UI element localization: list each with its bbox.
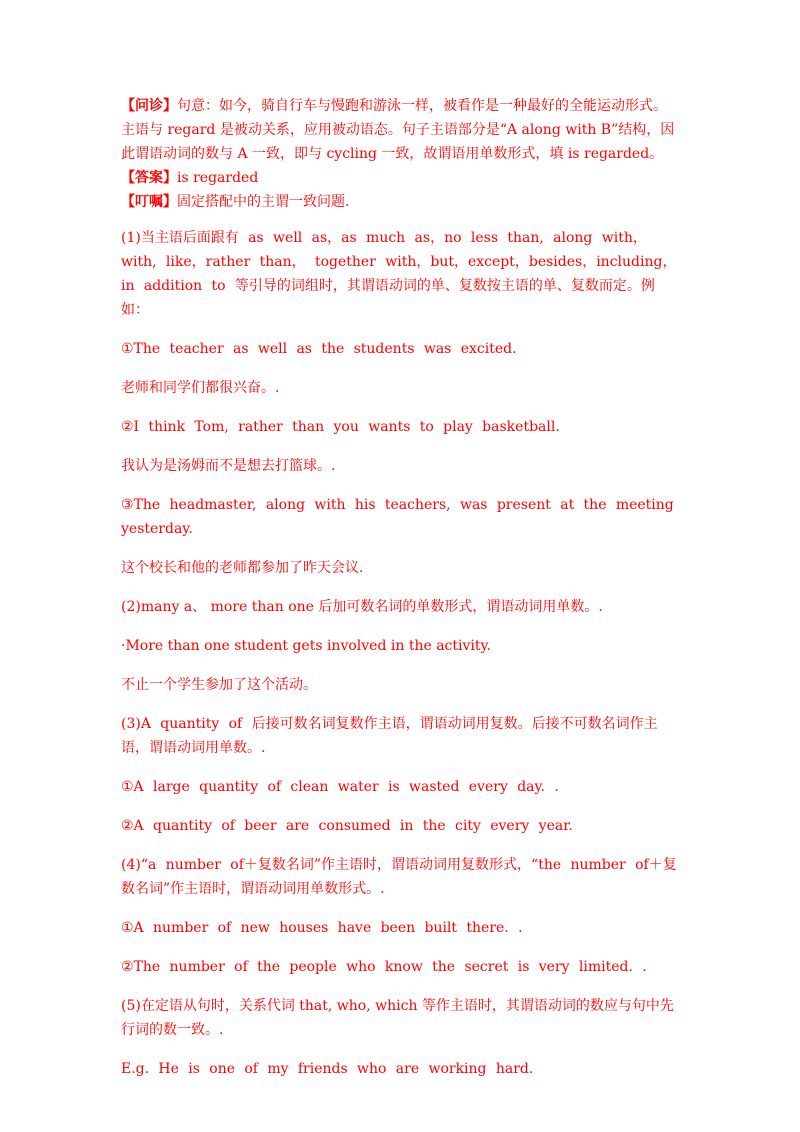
translation-1: 老师和同学们都很兴奋。. [121,380,280,396]
tip-label: 【叮嘱】 [121,194,177,210]
example-7: ①A number of new houses have been built there. . [121,920,523,936]
rule-5: (5)在定语从句时，关系代词 that, who, which 等作主语时，其谓语动词的数应与句中先行词的数一致。. [121,998,674,1038]
example-6: ②A quantity of beer are consumed in the city every year. [121,818,573,834]
analysis-label: 【问诊】 [121,98,177,114]
answer-text: is regarded [177,170,259,186]
answer-explanation-block [121,94,680,214]
example-5: ①A large quantity of clean water is wasted every day. . [121,779,559,795]
rule-1: (1)当主语后面跟有 as well as，as much as，no less than, along with，with, like，rather than， together with，but，except，besides，including，in addition to 等引导的词组时，其谓语动词的单、复数按主语的单、复数而定。例如： [121,230,677,318]
rule-4: (4)“a number of＋复数名词”作主语时，谓语动词用复数形式，“the number of＋复数名词”作主语时，谓语动词用单数形式。. [121,857,677,897]
answer-label: 【答案】 [121,170,177,186]
rule-2: (2)many a、 more than one 后加可数名词的单数形式，谓语动词用单数。. [121,599,603,615]
translation-2: 我认为是汤姆而不是想去打篮球。. [121,458,336,474]
analysis-text: 句意：如今，骑自行车与慢跑和游泳一样，被看作是一种最好的全能运动形式。主语与 regard 是被动关系，应用被动语态。句子主语部分是“A along with B”结构，因此谓语动词的数与 A 一致，即与 cycling 一致，故谓语用单数形式，填 is regarded。 [121,98,675,162]
example-4: ·More than one student gets involved in the activity. [121,638,491,654]
example-3: ③The headmaster, along with his teachers, was present at the meeting yesterday. [121,497,674,537]
example-9: E.g. He is one of my friends who are working hard. [121,1061,534,1077]
tip-text: 固定搭配中的主谓一致问题. [177,194,350,210]
tip-paragraph [121,190,680,214]
answer-paragraph [121,166,680,190]
example-2: ②I think Tom, rather than you wants to play basketball. [121,419,560,435]
rule-3: (3)A quantity of 后接可数名词复数作主语，谓语动词用复数。后接不可数名词作主语，谓语动词用单数。. [121,716,658,756]
grammar-rules-block [121,226,680,1081]
translation-4: 不止一个学生参加了这个活动。 [121,677,317,693]
example-8: ②The number of the people who know the secret is very limited. . [121,959,647,975]
analysis-paragraph [121,94,680,166]
example-1: ①The teacher as well as the students was excited. [121,341,517,357]
translation-3: 这个校长和他的老师都参加了昨天会议. [121,560,364,576]
